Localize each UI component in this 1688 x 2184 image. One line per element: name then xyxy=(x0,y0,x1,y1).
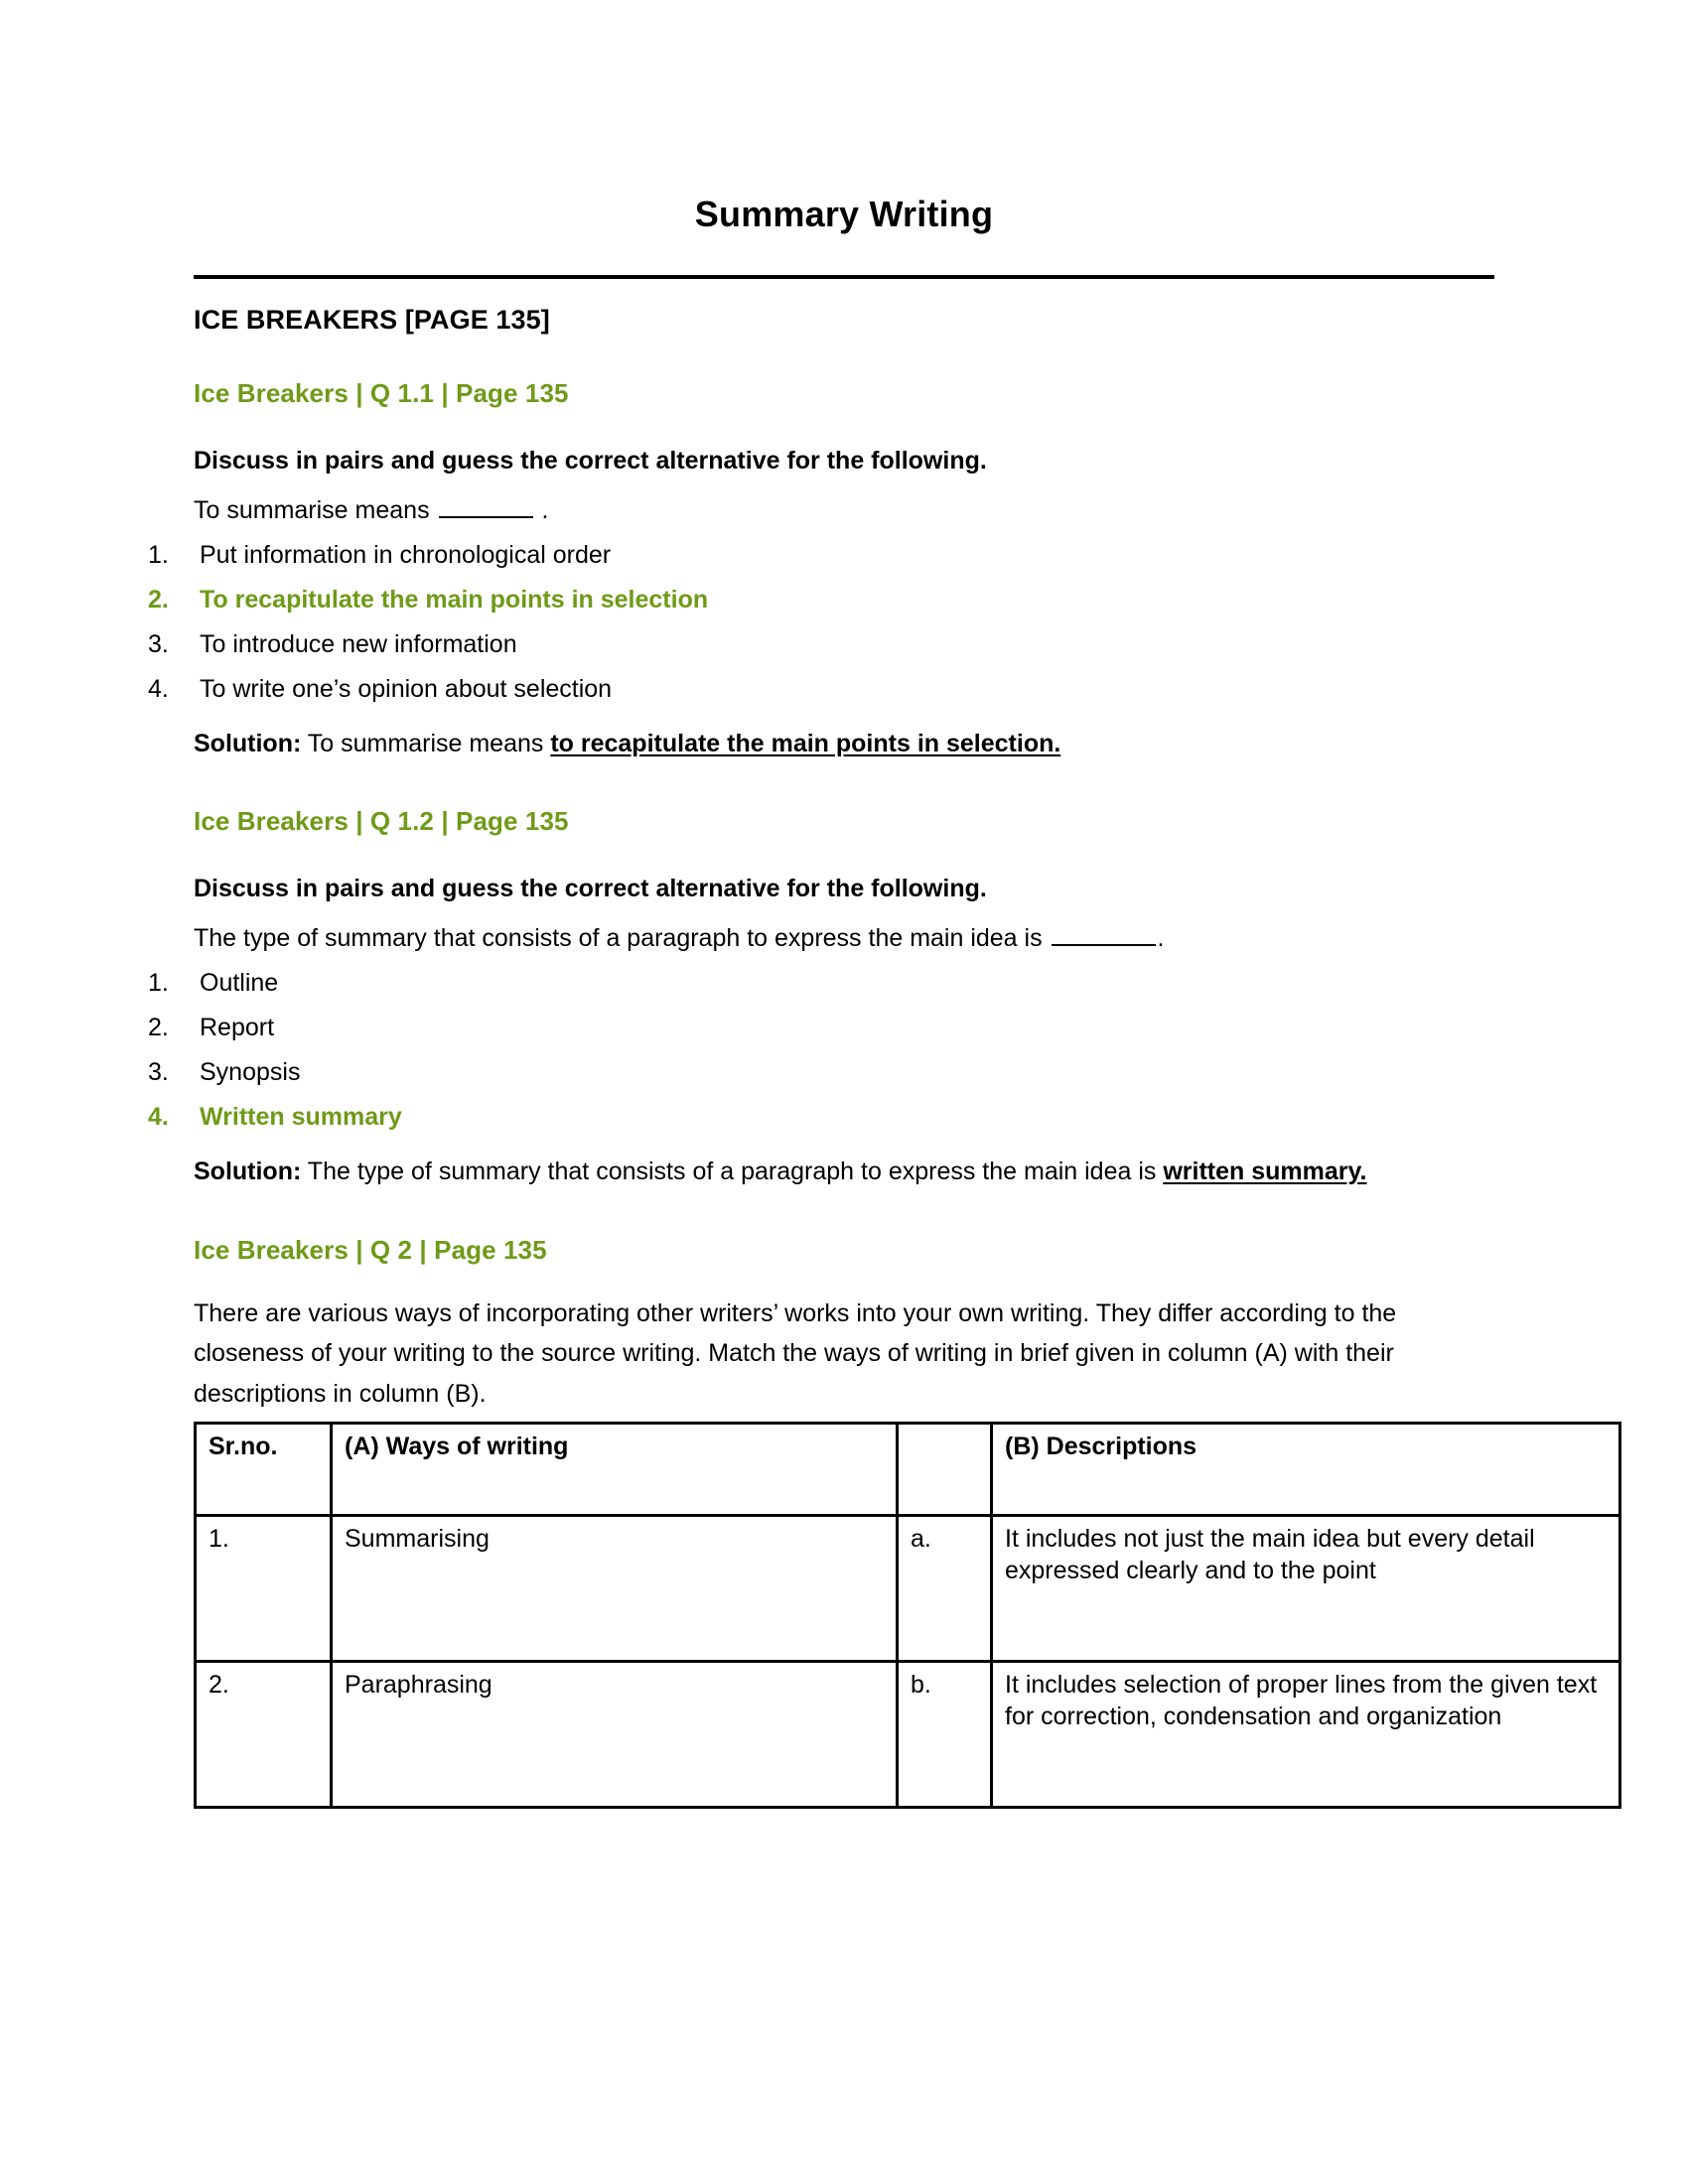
question-stem-q1-1 xyxy=(194,476,1494,525)
option-item[interactable] xyxy=(148,953,1494,998)
solution-label: Solution: xyxy=(194,729,302,757)
option-number: 1. xyxy=(148,969,169,998)
option-item[interactable] xyxy=(148,614,1494,659)
option-label: To write one’s opinion about selection xyxy=(200,674,613,703)
stem-text-after: . xyxy=(541,495,549,524)
solution-answer: written summary. xyxy=(1163,1158,1367,1186)
option-number: 1. xyxy=(148,540,169,569)
section-heading: ICE BREAKERS [PAGE 135] xyxy=(194,304,550,335)
option-item-correct[interactable] xyxy=(148,570,1494,614)
option-number: 3. xyxy=(148,1058,169,1087)
option-item[interactable] xyxy=(148,525,1494,570)
solution-answer: to recapitulate the main points in selection. xyxy=(550,729,1061,757)
option-label: Synopsis xyxy=(200,1058,301,1087)
column-header-letter xyxy=(898,1424,992,1516)
question-prompt-q1-1: Discuss in pairs and guess the correct alternative for the following. xyxy=(194,446,987,475)
column-header-ways: (A) Ways of writing xyxy=(332,1424,898,1516)
option-number: 4. xyxy=(148,1103,169,1132)
option-item[interactable] xyxy=(148,998,1494,1042)
option-label: Report xyxy=(200,1014,275,1042)
option-number: 2. xyxy=(148,585,169,614)
option-label: To introduce new information xyxy=(200,629,517,658)
table-row xyxy=(196,1662,1620,1808)
question-heading-q1-2: Ice Breakers | Q 1.2 | Page 135 xyxy=(194,806,569,837)
option-label: Written summary xyxy=(200,1103,402,1132)
question-paragraph-q2: There are various ways of incorporating other writers’ works into your own writing. They differ according to the closeness of your writing to the source writing. Match the ways of writing in brief given in column (A) with their descriptions in column (B). xyxy=(194,1298,1397,1408)
table-header xyxy=(196,1424,1620,1516)
table-header-row xyxy=(196,1424,1620,1516)
options-list-q1-1 xyxy=(148,525,1494,704)
question-prompt-q1-2: Discuss in pairs and guess the correct alternative for the following. xyxy=(194,875,987,903)
page-title: Summary Writing xyxy=(694,194,994,234)
table-body xyxy=(196,1516,1620,1808)
option-item[interactable] xyxy=(148,659,1494,704)
table-row xyxy=(196,1516,1620,1662)
question-heading-q1-1: Ice Breakers | Q 1.1 | Page 135 xyxy=(194,377,569,408)
option-item[interactable] xyxy=(148,1042,1494,1087)
document-content xyxy=(0,279,1688,1810)
option-number: 2. xyxy=(148,1014,169,1042)
solution-lead: To summarise means xyxy=(301,729,551,757)
stem-text-after: . xyxy=(1157,924,1165,953)
solution-lead: The type of summary that consists of a paragraph to express the main idea is xyxy=(301,1158,1164,1186)
cell-letter: b. xyxy=(898,1662,992,1808)
cell-way: Summarising xyxy=(332,1516,898,1662)
option-label: To recapitulate the main points in selection xyxy=(200,585,709,614)
stem-text-before: To summarise means xyxy=(194,495,430,524)
stem-text-before: The type of summary that consists of a paragraph to express the main idea is xyxy=(194,924,1043,953)
option-number: 4. xyxy=(148,674,169,703)
option-number: 3. xyxy=(148,629,169,658)
option-item-correct[interactable] xyxy=(148,1087,1494,1132)
question-heading-q2: Ice Breakers | Q 2 | Page 135 xyxy=(194,1234,547,1265)
cell-description: It includes selection of proper lines from the given text for correction, condensation and organization xyxy=(992,1662,1620,1808)
column-header-descriptions: (B) Descriptions xyxy=(992,1424,1620,1516)
matching-table xyxy=(194,1422,1621,1809)
solution-q1-2 xyxy=(194,1132,1494,1192)
fill-in-blank xyxy=(1052,923,1156,946)
solution-label: Solution: xyxy=(194,1158,302,1186)
cell-srno: 2. xyxy=(196,1662,332,1808)
options-list-q1-2 xyxy=(148,953,1494,1132)
option-label: Put information in chronological order xyxy=(200,540,612,569)
cell-letter: a. xyxy=(898,1516,992,1662)
solution-q1-1 xyxy=(194,704,1494,764)
cell-way: Paraphrasing xyxy=(332,1662,898,1808)
question-stem-q1-2 xyxy=(194,903,1494,953)
column-header-srno: Sr.no. xyxy=(196,1424,332,1516)
cell-srno: 1. xyxy=(196,1516,332,1662)
option-label: Outline xyxy=(200,969,279,998)
fill-in-blank xyxy=(439,495,533,518)
cell-description: It includes not just the main idea but every detail expressed clearly and to the point xyxy=(992,1516,1620,1662)
